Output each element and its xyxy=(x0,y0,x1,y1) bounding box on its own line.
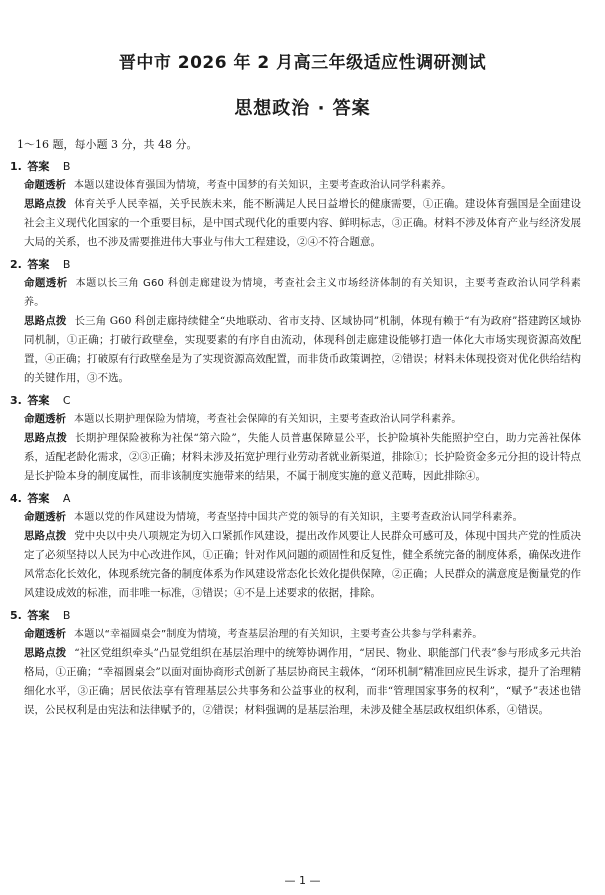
intro-label: 命题透析 xyxy=(24,179,66,191)
question-header xyxy=(10,256,605,274)
answer-choice: A xyxy=(62,492,71,505)
answer-label: 答案 xyxy=(27,492,50,505)
question-hint xyxy=(24,644,581,720)
question-number: 3. xyxy=(10,394,22,407)
question-hint xyxy=(24,429,581,486)
question-header xyxy=(10,158,605,176)
answer-content xyxy=(0,136,605,722)
answer-choice: B xyxy=(62,258,71,271)
hint-text: 长期护理保险被称为社保“第六险”，失能人员普惠保障显公平，长护险填补失能照护空白，助力完善社保体系，适配老龄化需求，②③正确；材料未涉及拓宽护理行业劳动者就业新渠道，排除①；长护险资金多元分担的设计特点是长护险本身的制度属性，而非该制度实施带来的结果，不属于制度实施的意义范畴，因此排除④。 xyxy=(24,432,582,482)
question-intro xyxy=(24,274,581,312)
page-number: — 1 — xyxy=(284,874,321,887)
question-number: 4. xyxy=(10,492,22,505)
answer-label: 答案 xyxy=(27,160,50,173)
intro-text: 本题以长三角 G60 科创走廊建设为情境，考查社会主义市场经济体制的有关知识，主要考查政治认同学科素养。 xyxy=(24,278,581,308)
question-number: 2. xyxy=(10,258,22,271)
question-hint xyxy=(24,312,581,388)
intro-label: 命题透析 xyxy=(24,511,66,523)
question-hint xyxy=(24,527,581,603)
question-block xyxy=(0,256,605,388)
hint-text: 体育关乎人民幸福，关乎民族未来，能不断满足人民日益增长的健康需要，①正确。建设体育强国是全面建设社会主义现代化国家的一个重要目标，是中国式现代化的重要内容、鲜明标志，③正确。材料不涉及体育产业与经济发展大局的关系，也不涉及需要推进伟大事业与伟大工程建设，②④不符合题意。 xyxy=(24,198,582,248)
hint-label: 思路点拨 xyxy=(24,530,67,542)
hint-text: “社区党组织牵头”凸显党组织在基层治理中的统筹协调作用，“居民、物业、职能部门代表”参与形成多元共治格局，①正确；“幸福圆桌会”以面对面协商形式创新了基层协商民主载体，“闭环机制”精准回应民生诉求，提升了治理精细化水平，③正确；居民依法享有管理基层公共事务和公益事业的权利，而非“管理国家事务的权利”，“赋予”表述也错误，公民权利是由宪法和法律赋予的，②错误；材料强调的是基层治理，未涉及健全基层政权组织体系，④错误。 xyxy=(24,647,581,716)
intro-text: 本题以“幸福圆桌会”制度为情境，考查基层治理的有关知识，主要考查公共参与学科素养。 xyxy=(74,629,483,640)
intro-text: 本题以党的作风建设为情境，考查坚持中国共产党的领导的有关知识，主要考查政治认同学科素养。 xyxy=(74,512,523,523)
question-block xyxy=(0,607,605,720)
question-block xyxy=(0,158,605,252)
intro-text: 本题以长期护理保险为情境，考查社会保障的有关知识，主要考查政治认同学科素养。 xyxy=(74,414,462,425)
scoring-summary: 1～16 题，每小题 3 分，共 48 分。 xyxy=(17,138,198,151)
hint-label: 思路点拨 xyxy=(24,315,67,327)
question-block xyxy=(0,392,605,486)
question-block xyxy=(0,490,605,603)
hint-text: 长三角 G60 科创走廊持续健全“央地联动、省市支持、区域协同”机制，体现有赖于“有为政府”搭建跨区域协同机制，①正确；打破行政壁垒，实现要素的有序自由流动，体现科创走廊建设能够打造一体化大市场实现资源高效配置，④正确；打破原有行政壁垒是为了实现资源高效配置，而非货币政策调控，②错误；材料未体现投资对优化供给结构的关键作用，③不选。 xyxy=(24,315,581,384)
answer-subtitle: 思想政治 · 答案 xyxy=(234,98,371,119)
question-intro xyxy=(24,176,581,195)
answer-choice: C xyxy=(62,394,71,407)
answer-label: 答案 xyxy=(27,609,50,622)
question-intro xyxy=(24,410,581,429)
intro-label: 命题透析 xyxy=(24,277,68,289)
intro-label: 命题透析 xyxy=(24,413,66,425)
question-number: 1. xyxy=(10,160,22,173)
answer-label: 答案 xyxy=(27,258,50,271)
hint-label: 思路点拨 xyxy=(24,432,68,444)
hint-label: 思路点拨 xyxy=(24,198,67,210)
question-header xyxy=(10,490,605,508)
question-header xyxy=(10,392,605,410)
answer-choice: B xyxy=(62,160,71,173)
question-intro xyxy=(24,625,581,644)
intro-label: 命题透析 xyxy=(24,628,66,640)
question-number: 5. xyxy=(10,609,22,622)
exam-title: 晋中市 2026 年 2 月高三年级适应性调研测试 xyxy=(118,53,487,73)
intro-text: 本题以建设体育强国为情境，考查中国梦的有关知识，主要考查政治认同学科素养。 xyxy=(74,180,452,191)
answer-label: 答案 xyxy=(27,394,50,407)
hint-label: 思路点拨 xyxy=(24,647,67,659)
answer-choice: B xyxy=(62,609,71,622)
question-header xyxy=(10,607,605,625)
hint-text: 党中央以中央八项规定为切入口紧抓作风建设，提出改作风要让人民群众可感可及，体现中国共产党的性质决定了必须坚持以人民为中心改进作风，①正确；针对作风问题的顽固性和反复性，健全系统完备的制度体系，确保改进作风常态化长效化，体现系统完备的制度体系为作风建设常态化长效化提供保障，②正确；人民群众的满意度是衡量党的作风建设成效的标准，而非唯一标准，③错误；④不是上述要求的依据，排除。 xyxy=(24,530,582,599)
question-hint xyxy=(24,195,581,252)
question-intro xyxy=(24,508,581,527)
